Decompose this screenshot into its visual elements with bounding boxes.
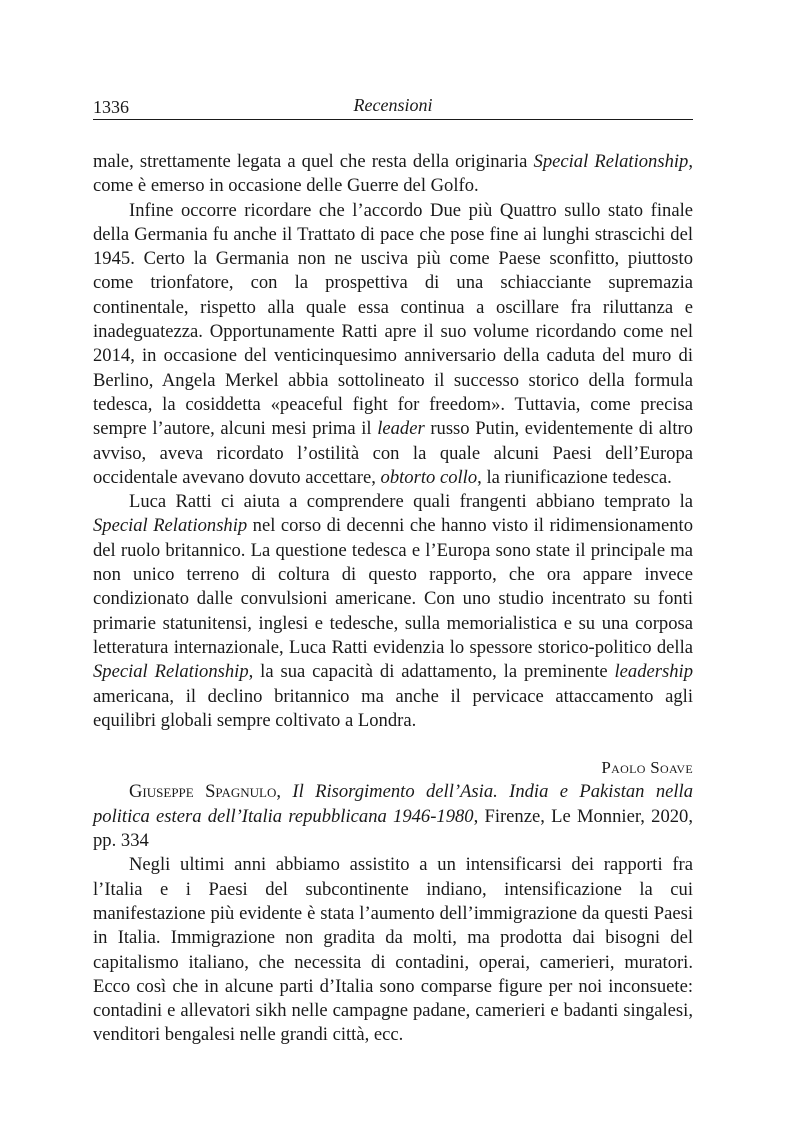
text-run: , la sua capacità di adattamento, la preminente: [248, 661, 615, 683]
paragraph: [93, 199, 693, 491]
paragraph: [93, 853, 693, 1047]
text-run: , Firenze, Le Monnier, 2020, pp. 334: [93, 805, 693, 852]
italic-text: Special Relationship: [93, 515, 248, 537]
italic-text: leadership: [614, 661, 694, 683]
text-run: nel corso di decenni che hanno visto il ridimensionamento del ruolo britannico. La questione tedesca e l’Europa sono state il principale ma non unico terreno di coltura di questo rapporto, che ora appare invece condizionato dalle convulsioni americane. Con uno studio incentrato su fonti primarie statunitensi, inglesi e tedesche, sulla memorialistica e su una corposa letteratura internazionale, Luca Ratti evidenzia lo spessore storico-politico della: [93, 515, 693, 658]
text-run: Luca Ratti ci aiuta a comprendere quali frangenti abbiano temprato la: [129, 491, 693, 513]
paragraph: [93, 490, 693, 733]
text-run: male, strettamente legata a quel che resta della originaria: [93, 151, 534, 172]
italic-text: Special Relationship: [93, 661, 249, 683]
running-title: Recensioni: [353, 95, 433, 115]
italic-text: leader: [377, 418, 425, 440]
italic-text: obtorto collo: [380, 466, 478, 488]
page-number: 1336: [93, 97, 129, 117]
italic-text: Il Risorgimento dell’Asia. India e Pakistan nella politica estera dell’Italia repubblicana 1946-1980: [93, 781, 694, 827]
page-header: [93, 95, 693, 120]
text-run: Negli ultimi anni abbiamo assistito a un intensificarsi dei rapporti fra l’Italia e i Paesi del subcontinente indiano, intensificazione la cui manifestazione più evidente è stata l’aumento dell’immigrazione da questi Paesi in Italia. Immigrazione non gradita da molti, ma prodotta dai bisogni del capitalismo italiano, che necessita di contadini, operai, camerieri, muratori. Ecco così che in alcune parti d’Italia sono comparse figure per noi inconsuete: contadini e allevatori sikh nelle campagne padane, camerieri e badanti singalesi, venditori bengalesi nelle grandi città, ecc.: [93, 854, 693, 1046]
text-run: russo Putin, evidentemente di altro avviso, aveva ricordato l’ostilità con la quale alcuni Paesi dell’Europa occidentale avevano dovuto accettare,: [93, 418, 693, 488]
reviewer-signature: Paolo Soave: [601, 758, 693, 778]
italic-text: Special Relationship: [533, 151, 689, 172]
book-citation: [93, 780, 693, 853]
page-body: [93, 150, 693, 1048]
text-run: , come è emerso in occasione delle Guerre del Golfo.: [93, 151, 693, 197]
text-run: Infine occorre ricordare che l’accordo Due più Quattro sullo stato finale della Germania fu anche il Trattato di pace che pose fine ai lunghi strascichi del 1945. Certo la Germania non ne usciva più come Paese sconfitto, piuttosto come trionfatore, con la prospettiva di una schiacciante supremazia continentale, rispetto alla quale essa continua a oscillare fra riluttanza e inadeguatezza. Opportunamente Ratti apre il suo volume ricordando come nel 2014, in occasione del venticinquesimo anniversario della caduta del muro di Berlino, Angela Merkel abbia sottolineato il successo storico della formula tedesca, la cosiddetta «peaceful fight for freedom». Tuttavia, come precisa sempre l’autore, alcuni mesi prima il: [93, 199, 693, 440]
paragraph: [93, 150, 693, 199]
text-run: , la riunificazione tedesca.: [477, 466, 672, 488]
text-run: ,: [276, 781, 293, 803]
author-name: Giuseppe Spagnulo: [129, 781, 277, 803]
text-run: americana, il declino britannico ma anche il pervicace attaccamento agli equilibri globali sempre coltivato a Londra.: [93, 685, 693, 731]
